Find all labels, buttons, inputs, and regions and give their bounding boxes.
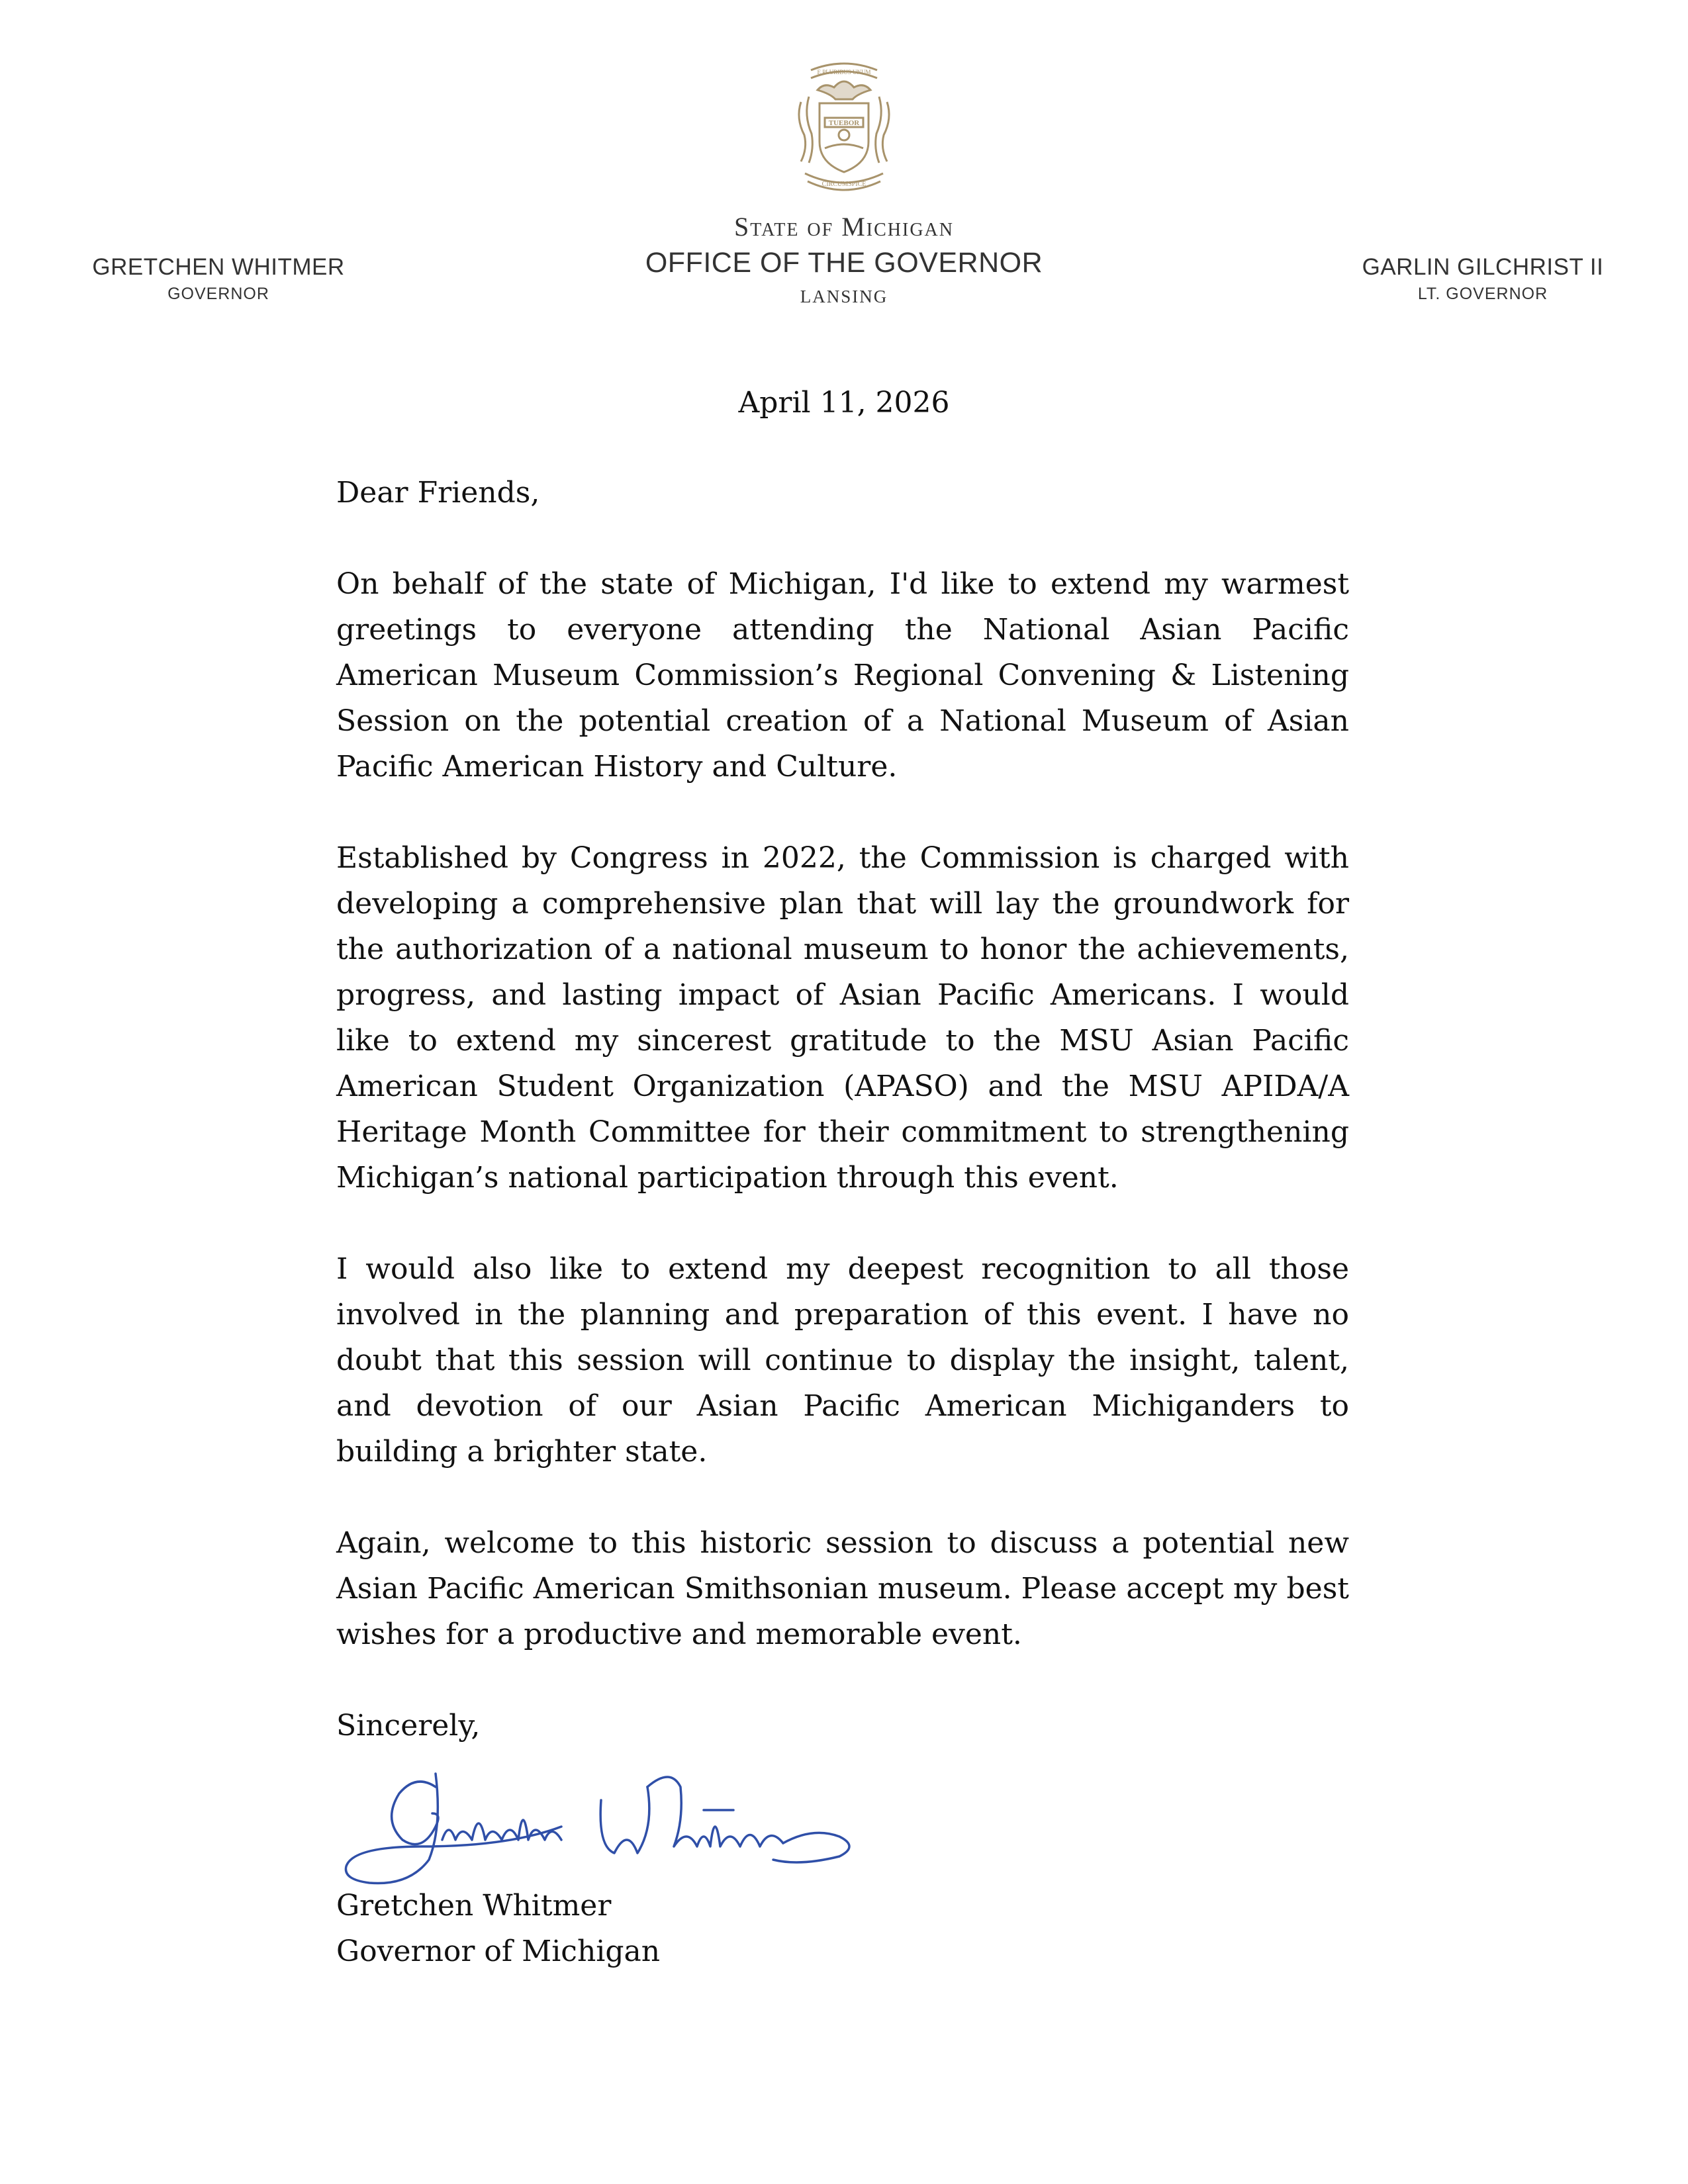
signature-graphic (336, 1747, 879, 1893)
governor-name: GRETCHEN WHITMER (92, 254, 345, 280)
governor-header (79, 253, 357, 306)
seal-ribbon-text: CIRCUMSPICE (821, 181, 867, 188)
seal-shield-text: TUEBOR (828, 119, 860, 127)
seal-banner-text: E PLURIBUS UNUM (817, 69, 871, 75)
office-name: OFFICE OF THE GOVERNOR (645, 247, 1043, 279)
governor-role: GOVERNOR (167, 285, 269, 303)
michigan-seal-icon (781, 56, 907, 197)
signature-text: Gretchen Whitmer (336, 1747, 342, 1748)
seal-graphic (781, 56, 907, 197)
lt-governor-header (1344, 253, 1622, 306)
paragraph-1: On behalf of the state of Michigan, I'd like to extend my warmest greetings to everyone attending the National Asian Pacific American Museum Commission’s Regional Convening & Listening Session on the potential creation of a National Museum of Asian Pacific American History and Culture. (336, 567, 1349, 784)
salutation: Dear Friends, (336, 476, 540, 510)
state-name: State of Michigan (734, 212, 954, 242)
lt-governor-name: GARLIN GILCHRIST II (1362, 254, 1604, 280)
letterhead (0, 0, 1688, 344)
letter-body (336, 470, 1349, 1749)
paragraph-3: I would also like to extend my deepest recognition to all those involved in the planning and preparation of this event. I have no doubt that this session will continue to display the insight, talent, and devotion of our Asian Pacific American Michiganders to building a brighter state. (336, 1252, 1349, 1469)
signer-name: Gretchen Whitmer (336, 1889, 612, 1923)
signature (336, 1747, 879, 1893)
office-header (546, 210, 1142, 311)
signoff (336, 1883, 1131, 1974)
closing: Sincerely, (336, 1709, 481, 1743)
office-city: LANSING (800, 287, 888, 306)
letter-date: April 11, 2026 (738, 386, 950, 420)
paragraph-4: Again, welcome to this historic session to discuss a potential new Asian Pacific American Smithsonian museum. Please accept my best wishes for a productive and memorable event. (336, 1526, 1349, 1651)
signer-title: Governor of Michigan (336, 1934, 661, 1968)
lt-governor-role: LT. GOVERNOR (1417, 285, 1548, 303)
paragraph-2: Established by Congress in 2022, the Commission is charged with developing a comprehensive plan that will lay the groundwork for the authorization of a national museum to honor the achievements, progress, and lasting impact of Asian Pacific Americans. I would like to extend my sincerest gratitude to the MSU Asian Pacific American Student Organization (APASO) and the MSU APIDA/A Heritage Month Committee for their commitment to strengthening Michigan’s national participation through this event. (336, 841, 1349, 1195)
